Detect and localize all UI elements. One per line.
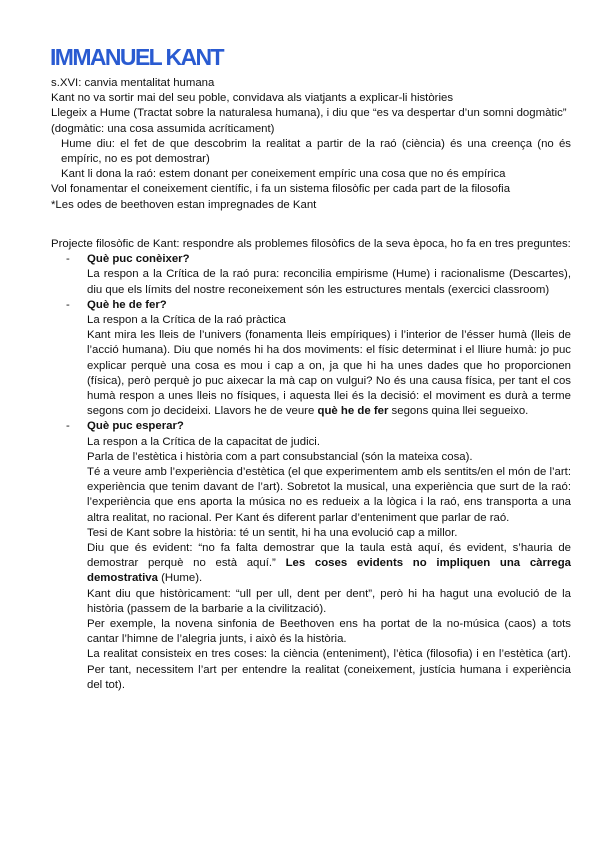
text-span: segons quina llei segueixo. [388,405,529,418]
paragraph: Parla de l’estètica i història com a part consubstancial (són la mateixa cosa). [87,450,473,463]
paragraph: Kant diu que històricament: “ull per ull, dent per dent”, però hi ha hagut una evolució de la història (passem de la barbarie a la civilització). [87,587,571,615]
list-dash: - [66,298,70,311]
intro-line: Vol fonamentar el coneixement científic, i fa un sistema filosòfic per cada part de la filosofia [51,183,511,196]
intro-line-indented: Hume diu: el fet de que descobrim la realitat a partir de la raó (ciència) és una creença (no és empíric, no es pot demostrar) [61,137,571,166]
bold-text: Les coses evidents no impliquen una càrrega demostrativa [87,557,571,585]
paragraph [87,541,571,587]
paragraph: La realitat consisteix en tres coses: la ciència (enteniment), l’ètica (filosofia) i en l’estètica (art). Per tant, necessitem l’art per entendre la realitat (coneixement, justícia humana i experiència del tot). [87,648,571,691]
text-span: Kant mira les lleis de l’univers (fonamenta lleis empíriques) i l’interior de l’ésser humà (lleis de l’acció humana). Diu que només hi ha dos moviments: el físic determinat i el lliure humà: jo puc explicar perquè una cosa es mou i cap a on, ja que hi ha unes dades que ho proporcionen (física), però perquè jo puc aixecar la mà cap on vulgui? No és una causa física, per tant el cos humà respon a unes lleis no físiques, i aquesta llei és la decisió: el moviment es durà a terme segons com jo decideixi. Llavors he de veure [87,329,571,418]
bold-text: què he de fer [317,405,389,418]
list-dash: - [66,420,70,433]
intro-line: *Les odes de beethoven estan impregnades de Kant [51,198,317,211]
question-item [51,298,571,420]
paragraph [87,328,571,419]
paragraph: Per exemple, la novena sinfonia de Beethoven ens ha portat de la no-música (caos) a tots cantar l’himne de l’alegria junts, i això és la història. [87,618,571,646]
question-title: Què puc conèixer? [87,253,190,266]
question-title: Què puc esperar? [87,420,184,433]
list-dash: - [66,253,70,266]
question-body [51,435,571,693]
question-item [51,419,571,693]
project-intro: Projecte filosòfic de Kant: respondre als problemes filosòfics de la seva època, ho fa en tres preguntes: [51,238,571,250]
paragraph: Té a veure amb l’experiència d’estètica (el que experimentem amb els sentits/en el món de l’art: experiència que tenim davant de l’art). Sobretot la musical, una experiència que surt de la raó: l’experiència que ens aporta la música no es redueix a la lògica i la raó, ens transporta a una altra realitat, no racional. Per Kant és diferent parlar d’enteniment que parlar de raó. [87,466,571,524]
text-span: Diu que és evident: “no fa falta demostrar que la taula està aquí, és evident, s’hauria de demostrar perquè no està aquí.” [87,542,571,570]
question-body [51,267,571,297]
page-title: IMMANUEL KANT [50,44,223,70]
project-section [51,237,571,693]
question-item [51,252,571,298]
intro-line: Kant no va sortir mai del seu poble, convidava als viatjants a explicar-li històries [51,92,454,105]
text-span: (Hume). [157,572,203,585]
paragraph: La respon a la Crítica de la capacitat de judici. [87,435,321,448]
paragraph: La respon a la Crítica de la raó pràctica [87,314,286,327]
paragraph: Tesi de Kant sobre la història: té un sentit, hi ha una evolució cap a millor. [87,526,458,539]
intro-section [51,76,571,213]
question-title: Què he de fer? [87,298,167,311]
intro-line: Llegeix a Hume (Tractat sobre la naturalesa humana), i diu que “es va despertar d’un somni dogmàtic” (dogmàtic: una cosa assumida acríticament) [51,107,567,135]
question-body [51,313,571,419]
intro-line: s.XVI: canvia mentalitat humana [51,77,215,89]
paragraph: La respon a la Crítica de la raó pura: reconcilia empirisme (Hume) i racionalisme (Descartes), diu que els límits del nostre reconeixement són les estructures mentals (exercici classroom) [87,268,571,296]
intro-line-indented: Kant li dona la raó: estem donant per coneixement empíric una cosa que no és empírica [61,168,506,181]
